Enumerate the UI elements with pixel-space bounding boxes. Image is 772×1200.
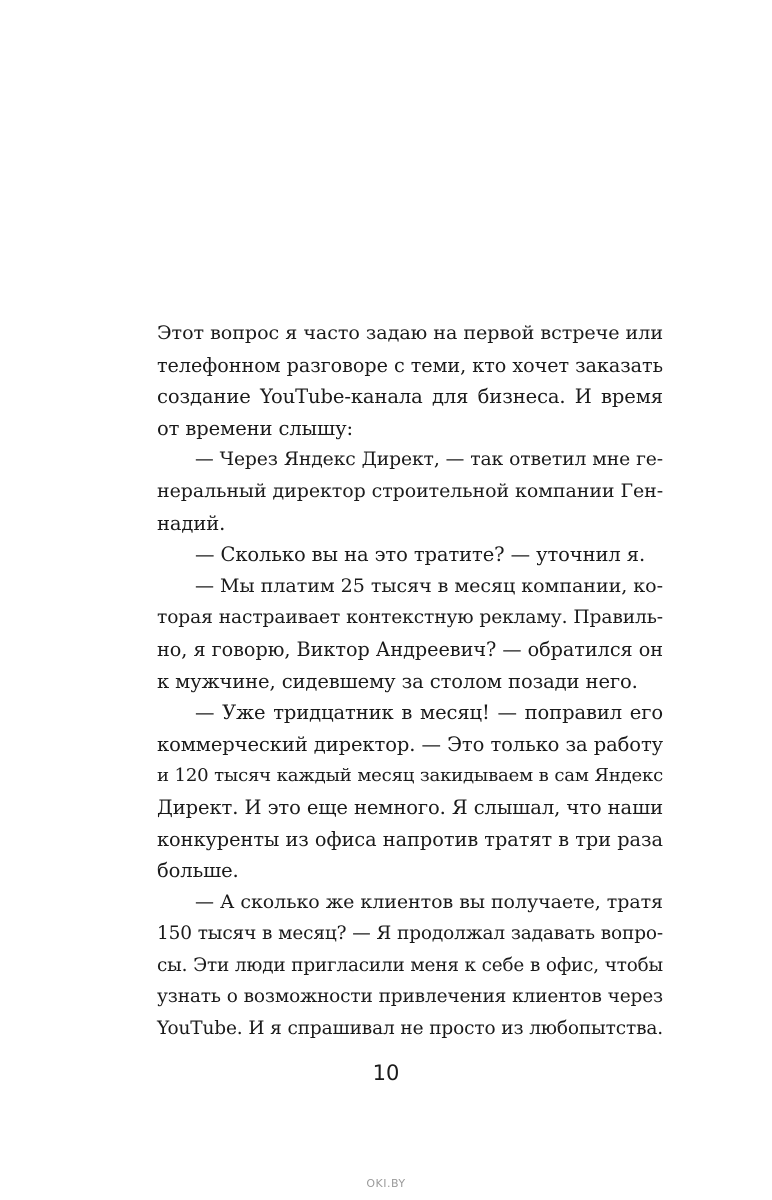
text-line: YouTube. И я спрашивал не просто из любопытства. — [157, 1018, 663, 1040]
text-line: 150 тысяч в месяц? — Я продолжал задавать вопро- — [157, 923, 663, 945]
text-line: создание YouTube-канала для бизнеса. И время — [157, 385, 663, 409]
text-line: узнать о возможности привлечения клиентов через — [157, 986, 663, 1008]
text-line: Директ. И это еще немного. Я слышал, что наши — [157, 795, 663, 819]
text-line: Этот вопрос я часто задаю на первой встрече или — [157, 322, 663, 344]
watermark: OKI.BY — [366, 1177, 406, 1190]
text-line: надий. — [157, 511, 226, 535]
page-number: 10 — [372, 1061, 400, 1085]
text-line: — Через Яндекс Директ, — так ответил мне ге- — [195, 449, 663, 471]
text-line: — Сколько вы на это тратите? — уточнил я. — [195, 543, 646, 567]
text-line: от времени слышу: — [157, 416, 353, 440]
text-line: больше. — [157, 859, 239, 883]
text-line: — Уже тридцатник в месяц! — поправил его — [195, 701, 663, 725]
text-line: и 120 тысяч каждый месяц закидываем в сам Яндекс — [157, 765, 663, 787]
text-line: неральный директор строительной компании Ген- — [157, 479, 664, 502]
text-line: конкуренты из офиса напротив тратят в три раза — [157, 827, 663, 851]
text-line: к мужчине, сидевшему за столом позади него. — [157, 669, 638, 693]
text-line: — А сколько же клиентов вы получаете, тратя — [195, 890, 663, 913]
text-line: телефонном разговоре с теми, кто хочет заказать — [157, 353, 663, 377]
text-line: сы. Эти люди пригласили меня к себе в офис, чтобы — [157, 954, 663, 976]
body-text — [157, 318, 663, 1045]
text-line: но, я говорю, Виктор Андреевич? — обратился он — [157, 637, 663, 661]
text-line: коммерческий директор. — Это только за работу — [157, 732, 663, 756]
text-line: торая настраивает контекстную рекламу. Правиль- — [157, 607, 663, 629]
text-line: — Мы платим 25 тысяч в месяц компании, ко- — [195, 574, 663, 597]
